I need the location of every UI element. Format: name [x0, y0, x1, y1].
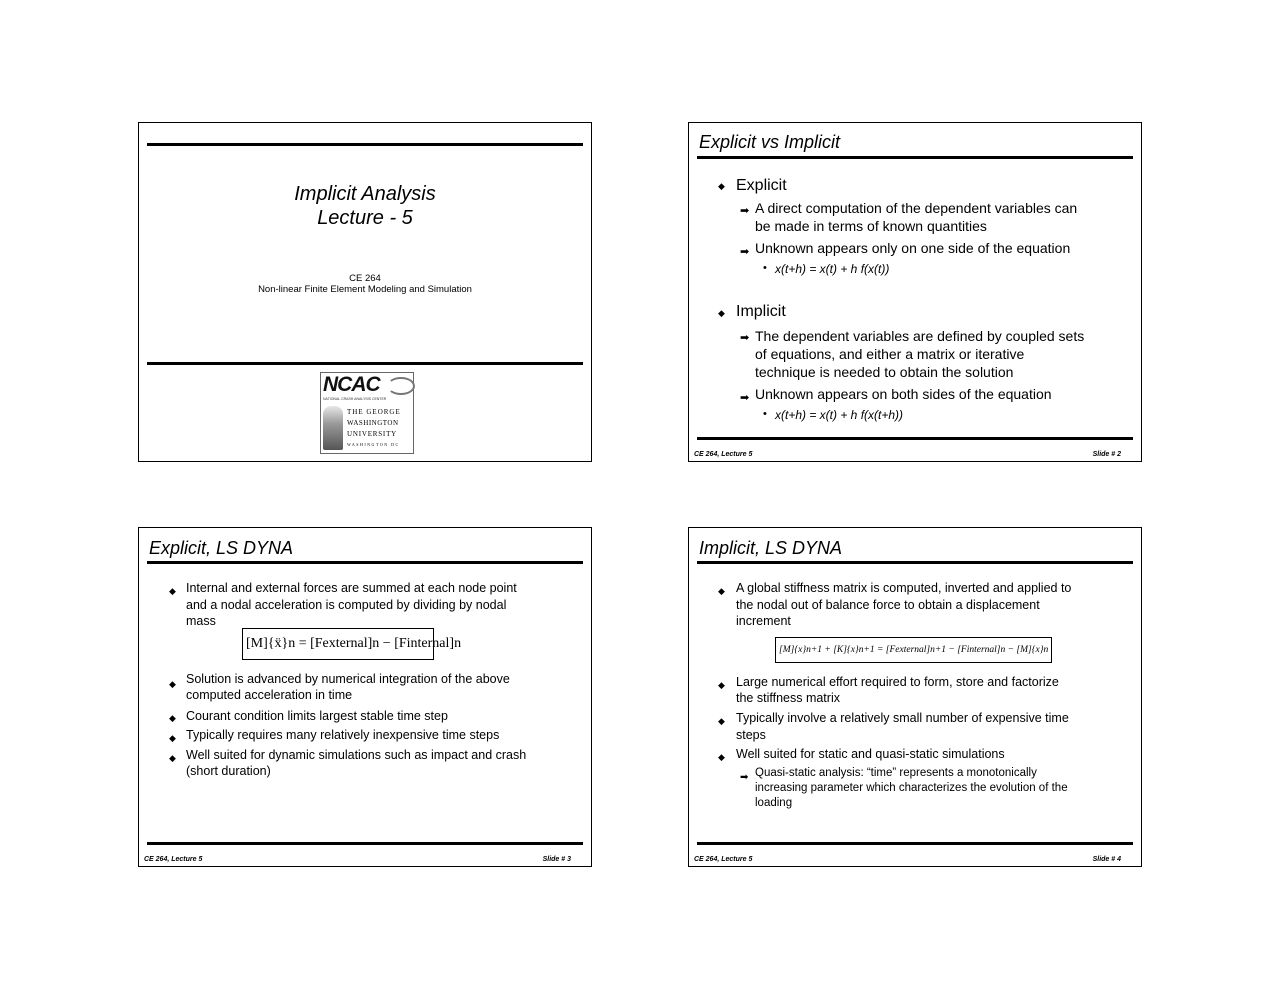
- implicit-point-2: Unknown appears on both sides of the equation: [755, 386, 1052, 402]
- implicit-point-1c: technique is needed to obtain the solution: [755, 364, 1014, 380]
- sub-point-a: Quasi-static analysis: “time” represents a monotonically: [755, 767, 1037, 779]
- slide-title: Explicit, LS DYNA: [149, 538, 294, 558]
- slide-1: [138, 122, 592, 462]
- explicit-equation-box: [242, 628, 462, 660]
- explicit-point-1a: A direct computation of the dependent variables can: [755, 200, 1078, 216]
- slide-2: [688, 122, 1142, 462]
- implicit-point-1a: The dependent variables are defined by coupled sets: [755, 328, 1085, 344]
- equation-text: [M]{ẍ}n = [Fexternal]n − [Finternal]n: [246, 636, 462, 651]
- ncac-gwu-logo: [320, 372, 414, 454]
- bottom-rule: [697, 842, 1133, 845]
- diamond-bullet-icon: ◆: [718, 716, 725, 726]
- point-1b: and a nodal acceleration is computed by dividing by nodal: [186, 598, 507, 612]
- explicit-point-2: Unknown appears only on one side of the equation: [755, 240, 1071, 256]
- slide-title: Explicit vs Implicit: [699, 132, 841, 152]
- arrow-bullet-icon: ➡: [740, 332, 750, 344]
- diamond-bullet-icon: ◆: [169, 679, 176, 689]
- point-5b: (short duration): [186, 764, 271, 778]
- diamond-bullet-icon: ◆: [169, 753, 176, 763]
- sub-point-c: loading: [755, 797, 793, 809]
- explicit-equation: x(t+h) = x(t) + h f(x(t)): [775, 262, 890, 276]
- slide-3: [138, 527, 592, 867]
- diamond-bullet-icon: ◆: [169, 586, 176, 596]
- top-rule: [147, 561, 583, 564]
- implicit-equation-box: [775, 637, 1052, 663]
- course-name: Non-linear Finite Element Modeling and Simulation: [258, 284, 472, 295]
- point-1b: the nodal out of balance force to obtain a displacement: [736, 598, 1040, 612]
- footer-slide-number: Slide # 3: [542, 856, 571, 863]
- top-rule: [697, 561, 1133, 564]
- bottom-rule: [147, 842, 583, 845]
- point-1a: Internal and external forces are summed at each node point: [186, 581, 517, 595]
- point-4: Well suited for static and quasi-static simulations: [736, 747, 1005, 761]
- explicit-point-1b: be made in terms of known quantities: [755, 218, 987, 234]
- dot-bullet-icon: •: [763, 408, 767, 420]
- footer-left: CE 264, Lecture 5: [694, 451, 753, 458]
- footer-slide-number: Slide # 4: [1092, 856, 1121, 863]
- ncac-logo-text: NCAC: [323, 373, 380, 396]
- diamond-bullet-icon: ◆: [718, 586, 725, 596]
- sub-point-b: increasing parameter which characterizes the evolution of the: [755, 782, 1068, 794]
- point-2b: the stiffness matrix: [736, 691, 840, 705]
- diamond-bullet-icon: ◆: [169, 733, 176, 743]
- footer-left: CE 264, Lecture 5: [694, 856, 753, 863]
- footer-slide-number: Slide # 2: [1092, 451, 1121, 458]
- implicit-heading: Implicit: [736, 303, 786, 320]
- point-2b: computed acceleration in time: [186, 688, 353, 702]
- ncac-swoosh-icon: [387, 377, 415, 395]
- point-4: Typically requires many relatively inexpensive time steps: [186, 728, 500, 742]
- diamond-bullet-icon: ◆: [718, 181, 725, 191]
- slide-subtitle: Lecture - 5: [317, 207, 413, 229]
- equation-text: [M]{x}n+1 + [K]{x}n+1 = [Fexternal]n+1 − [Finternal]n − [M]{x}n: [779, 645, 1049, 655]
- top-rule: [697, 156, 1133, 159]
- top-rule: [147, 143, 583, 146]
- point-2a: Large numerical effort required to form, store and factorize: [736, 675, 1059, 689]
- slide-title: Implicit, LS DYNA: [699, 538, 843, 558]
- slide-title: Implicit Analysis: [294, 183, 436, 205]
- gwu-line-4: WASHINGTON DC: [347, 442, 400, 447]
- gwu-line-3: UNIVERSITY: [347, 430, 397, 438]
- diamond-bullet-icon: ◆: [718, 752, 725, 762]
- point-1a: A global stiffness matrix is computed, inverted and applied to: [736, 581, 1072, 595]
- bottom-rule: [697, 437, 1133, 440]
- point-3: Courant condition limits largest stable time step: [186, 709, 448, 723]
- arrow-bullet-icon: ➡: [740, 246, 750, 258]
- implicit-equation: x(t+h) = x(t) + h f(x(t+h)): [775, 408, 904, 422]
- point-1c: mass: [186, 614, 216, 628]
- arrow-bullet-icon: ➡: [740, 392, 750, 404]
- course-code: CE 264: [349, 273, 381, 284]
- footer-left: CE 264, Lecture 5: [144, 856, 203, 863]
- point-2a: Solution is advanced by numerical integration of the above: [186, 672, 510, 686]
- gwu-line-2: WASHINGTON: [347, 419, 399, 427]
- point-3a: Typically involve a relatively small number of expensive time: [736, 711, 1069, 725]
- arrow-bullet-icon: ➡: [740, 772, 749, 783]
- explicit-heading: Explicit: [736, 177, 787, 194]
- diamond-bullet-icon: ◆: [169, 713, 176, 723]
- dot-bullet-icon: •: [763, 262, 767, 274]
- slide-4: [688, 527, 1142, 867]
- point-3b: steps: [736, 728, 766, 742]
- gwu-line-1: THE GEORGE: [347, 408, 401, 416]
- diamond-bullet-icon: ◆: [718, 680, 725, 690]
- implicit-point-1b: of equations, and either a matrix or iterative: [755, 346, 1025, 362]
- bottom-rule: [147, 362, 583, 365]
- arrow-bullet-icon: ➡: [740, 205, 750, 217]
- diamond-bullet-icon: ◆: [718, 308, 725, 318]
- point-5a: Well suited for dynamic simulations such as impact and crash: [186, 748, 527, 762]
- point-1c: increment: [736, 614, 791, 628]
- washington-portrait: [323, 406, 343, 450]
- ncac-subtitle: NATIONAL CRASH ANALYSIS CENTER: [323, 397, 387, 401]
